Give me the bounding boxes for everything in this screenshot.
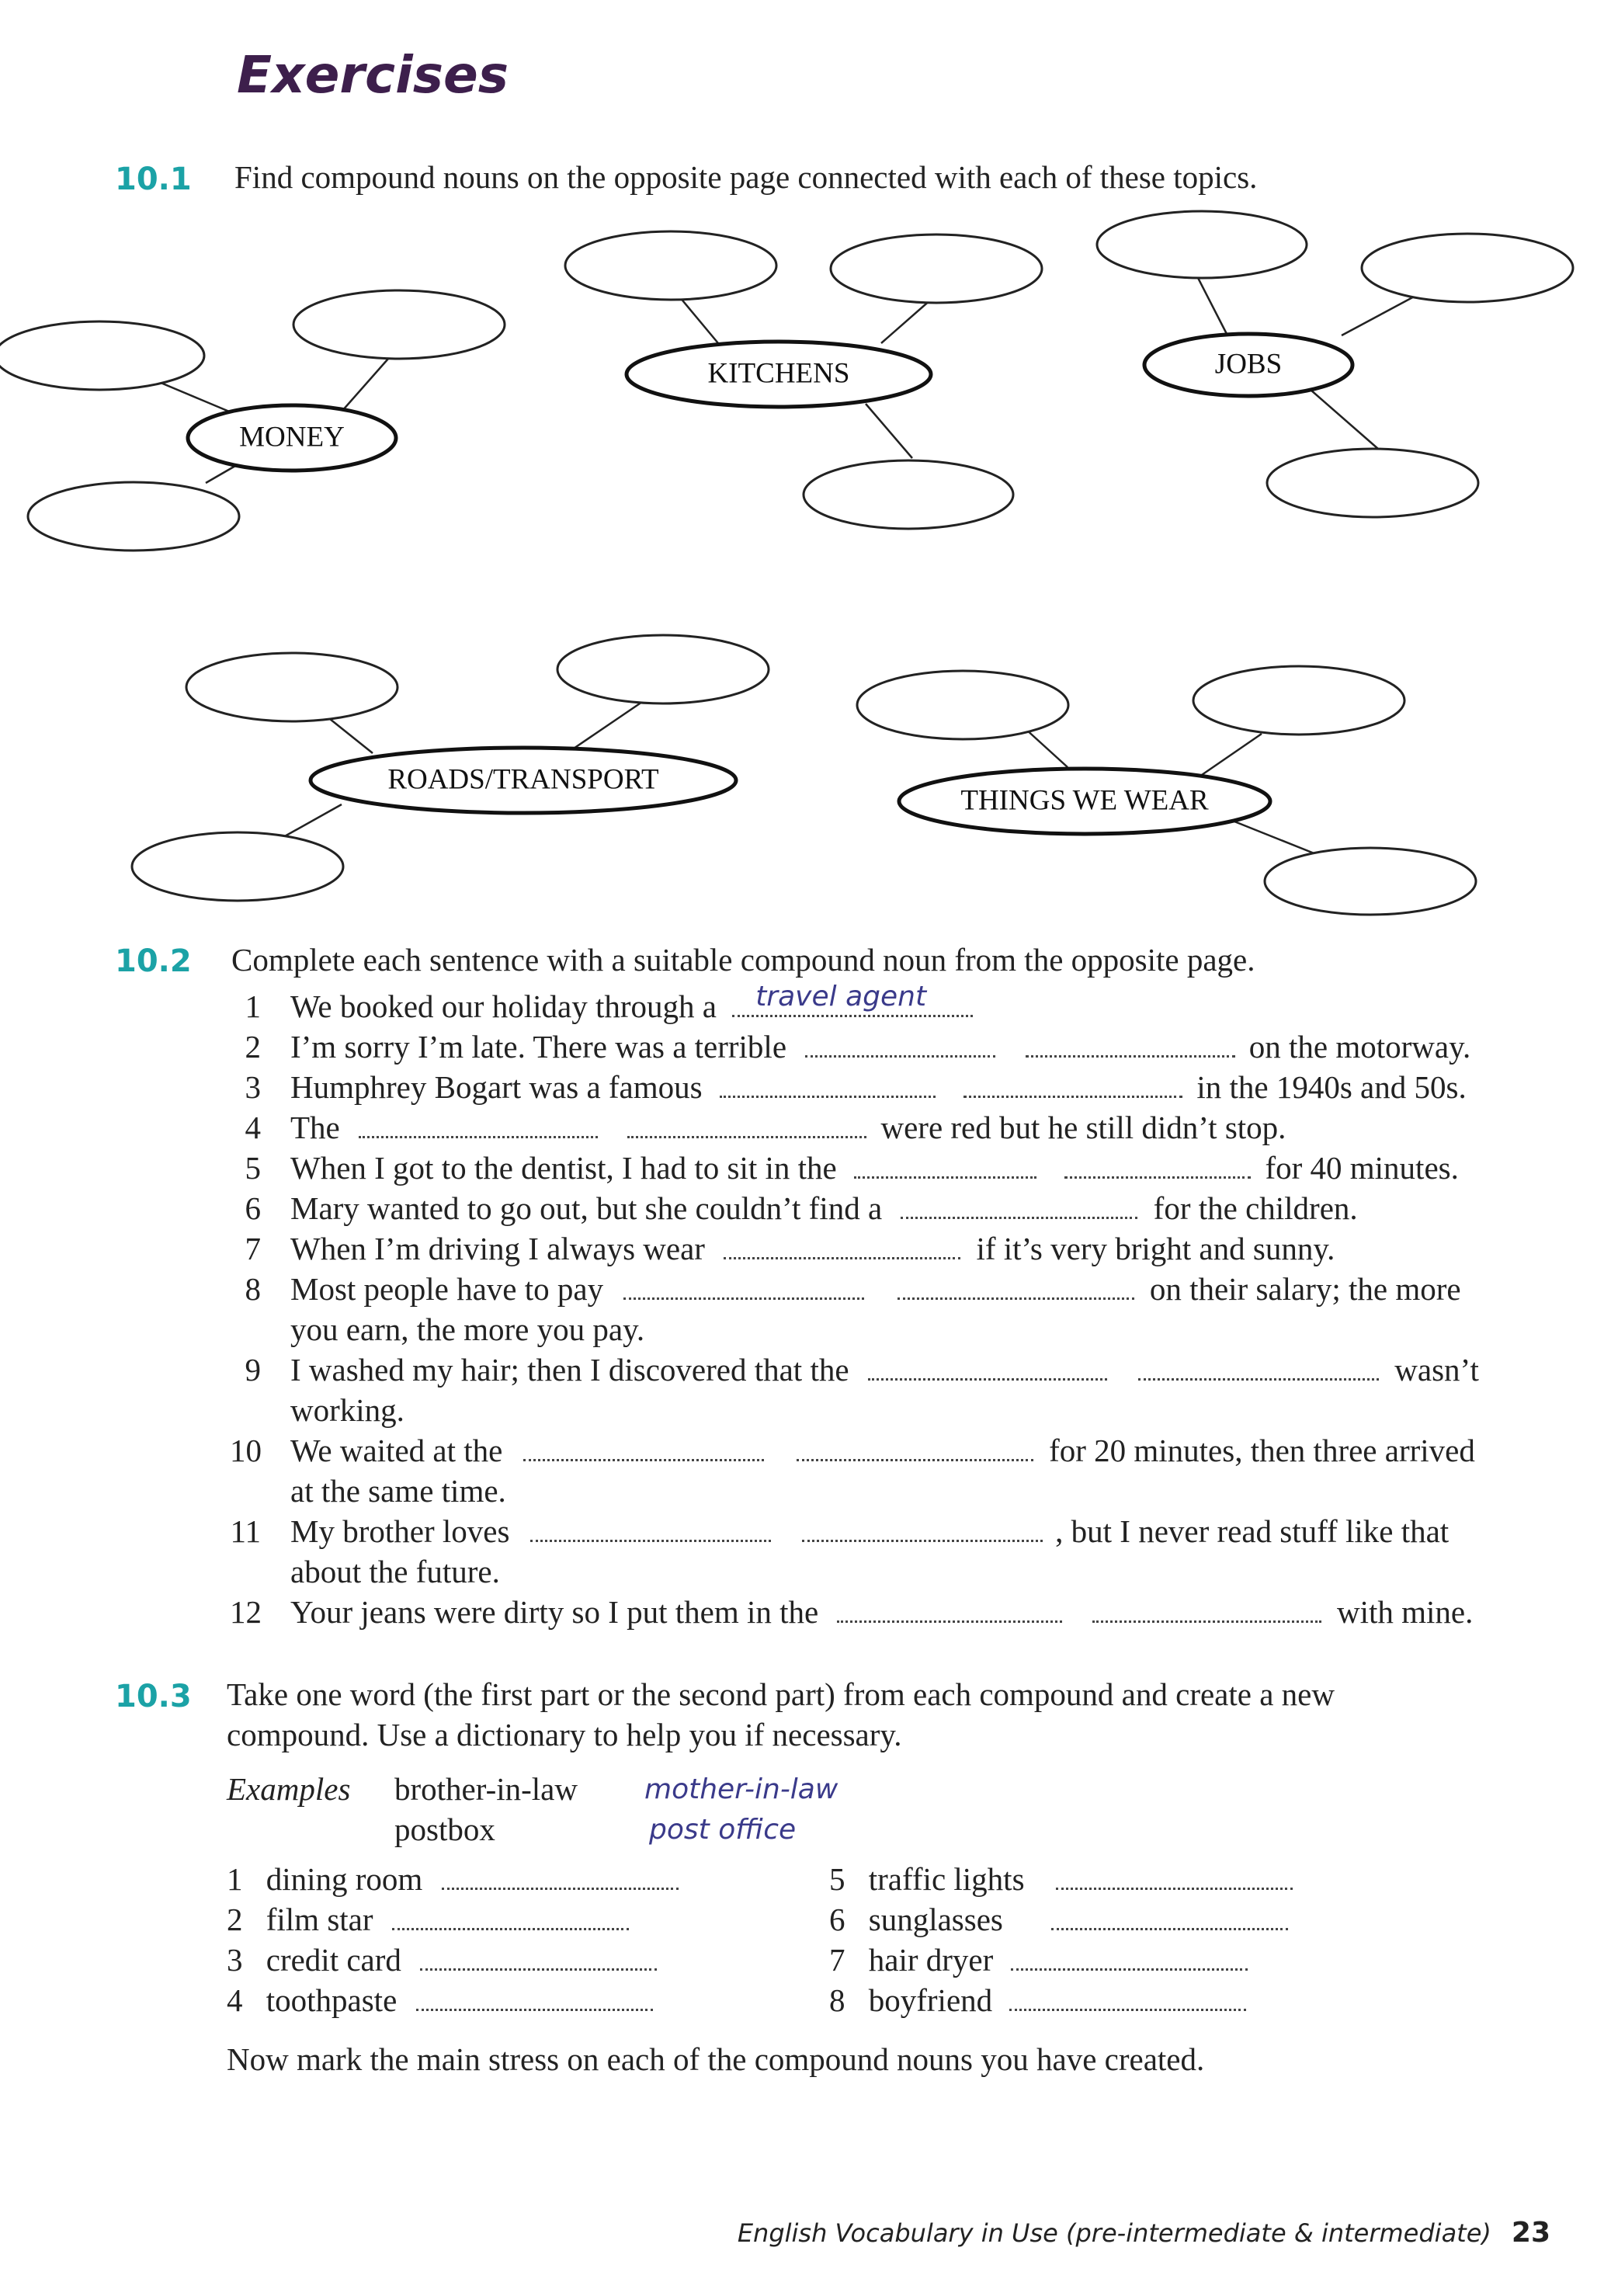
examples-label: Examples bbox=[227, 1771, 351, 1807]
answer-blank[interactable] bbox=[1009, 1985, 1246, 2011]
sentence-5: 5 When I got to the dentist, I had to sit in the for 40 minutes. bbox=[245, 1150, 1459, 1186]
answer-blank[interactable] bbox=[623, 1274, 864, 1300]
exercise-number-10-3: 10.3 bbox=[115, 1679, 192, 1714]
exercise-instruction-10-3-line1: Take one word (the first part or the second part) from each compound and create a new bbox=[227, 1676, 1335, 1712]
answer-blank[interactable] bbox=[1026, 1032, 1235, 1058]
compound-item-1: 1 dining room bbox=[227, 1860, 679, 1898]
answer-blank[interactable] bbox=[627, 1113, 866, 1138]
answer-blank[interactable] bbox=[392, 1905, 629, 1930]
answer-blank[interactable] bbox=[802, 1516, 1043, 1542]
answer-blank[interactable] bbox=[1056, 1864, 1293, 1890]
blank-bubble[interactable] bbox=[1362, 234, 1573, 302]
sentence-10: 10 We waited at the for 20 minutes, then three arrived bbox=[230, 1433, 1475, 1468]
example-answer-1: mother-in-law bbox=[644, 1773, 838, 1805]
topic-money: MONEY bbox=[239, 421, 345, 453]
example-word-2: postbox bbox=[394, 1811, 495, 1847]
mind-map-jobs bbox=[1097, 211, 1573, 517]
sentence-6: 6 Mary wanted to go out, but she couldn’t find a for the children. bbox=[245, 1190, 1358, 1226]
compound-item-3: 3 credit card bbox=[227, 1941, 657, 1978]
answer-blank[interactable] bbox=[901, 1193, 1137, 1219]
exercise-instruction-10-2: Complete each sentence with a suitable compound noun from the opposite page. bbox=[231, 942, 1255, 978]
answer-blank[interactable] bbox=[868, 1355, 1107, 1381]
answer-blank[interactable] bbox=[1092, 1597, 1321, 1623]
answer-blank[interactable] bbox=[898, 1274, 1134, 1300]
sentence-10-continued: at the same time. bbox=[290, 1473, 506, 1509]
blank-bubble[interactable] bbox=[1267, 449, 1478, 517]
answer-blank[interactable] bbox=[720, 1072, 936, 1098]
final-instruction: Now mark the main stress on each of the compound nouns you have created. bbox=[227, 2041, 1205, 2077]
blank-bubble[interactable] bbox=[186, 653, 398, 721]
blank-bubble[interactable] bbox=[132, 832, 343, 901]
blank-bubble[interactable] bbox=[565, 231, 776, 300]
sentence-9-continued: working. bbox=[290, 1392, 404, 1428]
mind-map-things-we-wear bbox=[857, 666, 1476, 915]
blank-bubble[interactable] bbox=[831, 234, 1042, 303]
answer-blank[interactable] bbox=[1051, 1905, 1288, 1930]
sentence-4: 4 The were red but he still didn’t stop. bbox=[245, 1110, 1286, 1145]
blank-bubble[interactable] bbox=[28, 482, 239, 551]
answer-blank[interactable] bbox=[837, 1597, 1062, 1623]
sentence-12: 12 Your jeans were dirty so I put them in the with mine. bbox=[230, 1594, 1474, 1630]
page-footer bbox=[738, 2217, 1550, 2249]
mind-map-money bbox=[0, 290, 505, 551]
book-title: English Vocabulary in Use (pre-intermediate & intermediate) bbox=[737, 2218, 1491, 2248]
mind-map-kitchens bbox=[565, 231, 1042, 529]
answer-blank[interactable] bbox=[732, 981, 973, 1017]
answer-blank[interactable] bbox=[442, 1864, 679, 1890]
mind-map-roads-transport bbox=[132, 635, 769, 901]
topic-kitchens: KITCHENS bbox=[707, 357, 850, 390]
blank-bubble[interactable] bbox=[1097, 211, 1307, 278]
answer-blank[interactable] bbox=[724, 1234, 960, 1259]
answer-blank[interactable] bbox=[805, 1032, 995, 1058]
topic-things-we-wear: THINGS WE WEAR bbox=[960, 784, 1209, 817]
answer-blank[interactable] bbox=[854, 1153, 1036, 1179]
sentence-3: 3 Humphrey Bogart was a famous in the 1940s and 50s. bbox=[245, 1069, 1467, 1105]
mind-map-diagram bbox=[0, 202, 1611, 916]
sentence-11: 11 My brother loves , but I never read stuff like that bbox=[230, 1513, 1450, 1549]
answer-blank[interactable] bbox=[420, 1945, 657, 1971]
answer-blank[interactable] bbox=[1064, 1153, 1251, 1179]
sentence-11-continued: about the future. bbox=[290, 1554, 500, 1589]
answer-blank[interactable] bbox=[1138, 1355, 1379, 1381]
compound-item-7: 7 hair dryer bbox=[829, 1941, 1248, 1978]
compound-item-6: 6 sunglasses bbox=[829, 1901, 1288, 1938]
blank-bubble[interactable] bbox=[1265, 848, 1476, 915]
handwritten-answer: travel agent bbox=[755, 981, 927, 1013]
compound-item-4: 4 toothpaste bbox=[227, 1982, 653, 2019]
page-title: Exercises bbox=[237, 45, 509, 105]
sentence-8-continued: you earn, the more you pay. bbox=[290, 1311, 645, 1347]
page-number: 23 bbox=[1511, 2217, 1550, 2249]
sentence-7: 7 When I’m driving I always wear if it’s very bright and sunny. bbox=[245, 1231, 1335, 1266]
answer-blank[interactable] bbox=[416, 1985, 653, 2011]
exercise-instruction-10-1: Find compound nouns on the opposite page connected with each of these topics. bbox=[234, 159, 1258, 195]
topic-jobs: JOBS bbox=[1214, 348, 1283, 380]
blank-bubble[interactable] bbox=[0, 321, 204, 390]
blank-bubble[interactable] bbox=[293, 290, 505, 359]
exercise-instruction-10-3-line2: compound. Use a dictionary to help you if necessary. bbox=[227, 1717, 902, 1752]
blank-bubble[interactable] bbox=[557, 635, 769, 703]
answer-blank[interactable] bbox=[523, 1436, 764, 1461]
compound-item-2: 2 film star bbox=[227, 1901, 629, 1938]
compound-item-5: 5 traffic lights bbox=[829, 1860, 1293, 1898]
sentence-1: 1 We booked our holiday through a travel agent bbox=[239, 988, 973, 1025]
answer-blank[interactable] bbox=[530, 1516, 771, 1542]
answer-blank[interactable] bbox=[359, 1113, 598, 1138]
sentence-2: 2 I’m sorry I’m late. There was a terrible on the motorway. bbox=[245, 1029, 1471, 1065]
answer-blank[interactable] bbox=[963, 1072, 1182, 1098]
exercise-number-10-1: 10.1 bbox=[115, 162, 192, 197]
topic-roads-transport: ROADS/TRANSPORT bbox=[387, 763, 659, 796]
sentence-8: 8 Most people have to pay on their salary; the more bbox=[245, 1271, 1461, 1307]
sentence-9: 9 I washed my hair; then I discovered that the wasn’t bbox=[245, 1352, 1479, 1388]
blank-bubble[interactable] bbox=[1193, 666, 1404, 735]
blank-bubble[interactable] bbox=[804, 460, 1013, 529]
compound-item-8: 8 boyfriend bbox=[829, 1982, 1246, 2019]
answer-blank[interactable] bbox=[797, 1436, 1033, 1461]
exercise-number-10-2: 10.2 bbox=[115, 943, 192, 979]
example-word-1: brother-in-law bbox=[394, 1771, 578, 1807]
answer-blank[interactable] bbox=[1011, 1945, 1248, 1971]
example-answer-2: post office bbox=[649, 1814, 797, 1846]
blank-bubble[interactable] bbox=[857, 671, 1068, 739]
